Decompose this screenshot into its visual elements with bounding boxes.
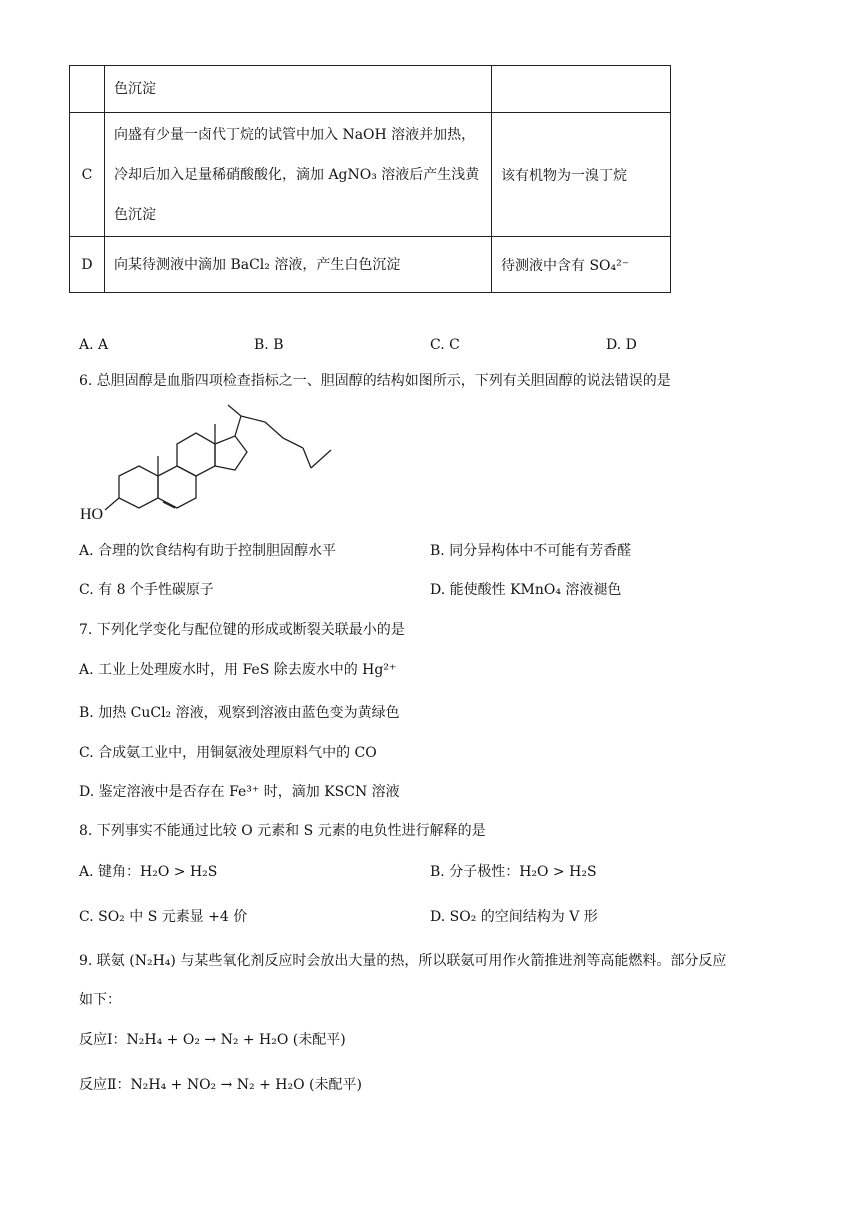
row-conclusion [492,66,671,113]
q7-stem: 7. 下列化学变化与配位键的形成或断裂关联最小的是 [79,622,405,638]
q6-stem: 6. 总胆固醇是血脂四项检查指标之一、胆固醇的结构如图所示，下列有关胆固醇的说法错误的是 [79,373,671,389]
q8-option-a[interactable]: A. 键角：H₂O > H₂S [79,864,218,880]
q9-reaction-2: 反应Ⅱ：N₂H₄ + NO₂ → N₂ + H₂O (未配平) [79,1077,362,1093]
q9-reaction-1: 反应Ⅰ：N₂H₄ + O₂ → N₂ + H₂O (未配平) [79,1032,346,1048]
ho-label: HO [80,506,104,523]
table-row [70,113,671,237]
table-row [70,237,671,293]
q7-option-d[interactable]: D. 鉴定溶液中是否存在 Fe³⁺ 时，滴加 KSCN 溶液 [79,784,400,800]
q7-option-b[interactable]: B. 加热 CuCl₂ 溶液，观察到溶液由蓝色变为黄绿色 [79,705,400,721]
q6-option-c[interactable]: C. 有 8 个手性碳原子 [79,582,214,598]
q7-option-a[interactable]: A. 工业上处理废水时，用 FeS 除去废水中的 Hg²⁺ [79,662,397,678]
row-key: C [70,113,105,237]
row-key [70,66,105,113]
cholesterol-structure-diagram [75,400,355,530]
q6-option-a[interactable]: A. 合理的饮食结构有助于控制胆固醇水平 [79,543,337,559]
q8-option-b[interactable]: B. 分子极性：H₂O > H₂S [430,864,597,880]
row-operation-line: 色沉淀 [114,206,156,223]
row-operation: 向某待测液中滴加 BaCl₂ 溶液，产生白色沉淀 [105,237,492,293]
q9-stem-line2: 如下： [79,992,121,1008]
q5-option-d[interactable]: D. D [606,337,637,353]
q8-stem: 8. 下列事实不能通过比较 O 元素和 S 元素的电负性进行解释的是 [79,823,486,839]
row-operation-line: 冷却后加入足量稀硝酸酸化，滴加 AgNO₃ 溶液后产生浅黄 [114,166,480,183]
q8-option-d[interactable]: D. SO₂ 的空间结构为 V 形 [430,909,598,925]
q6-option-b[interactable]: B. 同分异构体中不可能有芳香醛 [430,543,632,559]
q8-option-c[interactable]: C. SO₂ 中 S 元素显 +4 价 [79,909,248,925]
row-conclusion: 待测液中含有 SO₄²⁻ [492,237,671,293]
table-row [70,66,671,113]
row-operation: 色沉淀 [105,66,492,113]
q6-option-d[interactable]: D. 能使酸性 KMnO₄ 溶液褪色 [430,582,622,598]
q7-option-c[interactable]: C. 合成氨工业中，用铜氨液处理原料气中的 CO [79,745,377,761]
q5-option-b[interactable]: B. B [254,337,284,353]
experiment-table [69,65,671,293]
q9-stem-line1: 9. 联氨 (N₂H₄) 与某些氧化剂反应时会放出大量的热，所以联氨可用作火箭推进剂等高能燃料。部分反应 [79,953,727,969]
row-key: D [70,237,105,293]
q5-option-a[interactable]: A. A [79,337,109,353]
row-conclusion: 该有机物为一溴丁烷 [492,113,671,237]
q5-option-c[interactable]: C. C [430,337,460,353]
row-operation [105,113,492,237]
row-operation-line: 向盛有少量一卤代丁烷的试管中加入 NaOH 溶液并加热， [114,126,476,143]
